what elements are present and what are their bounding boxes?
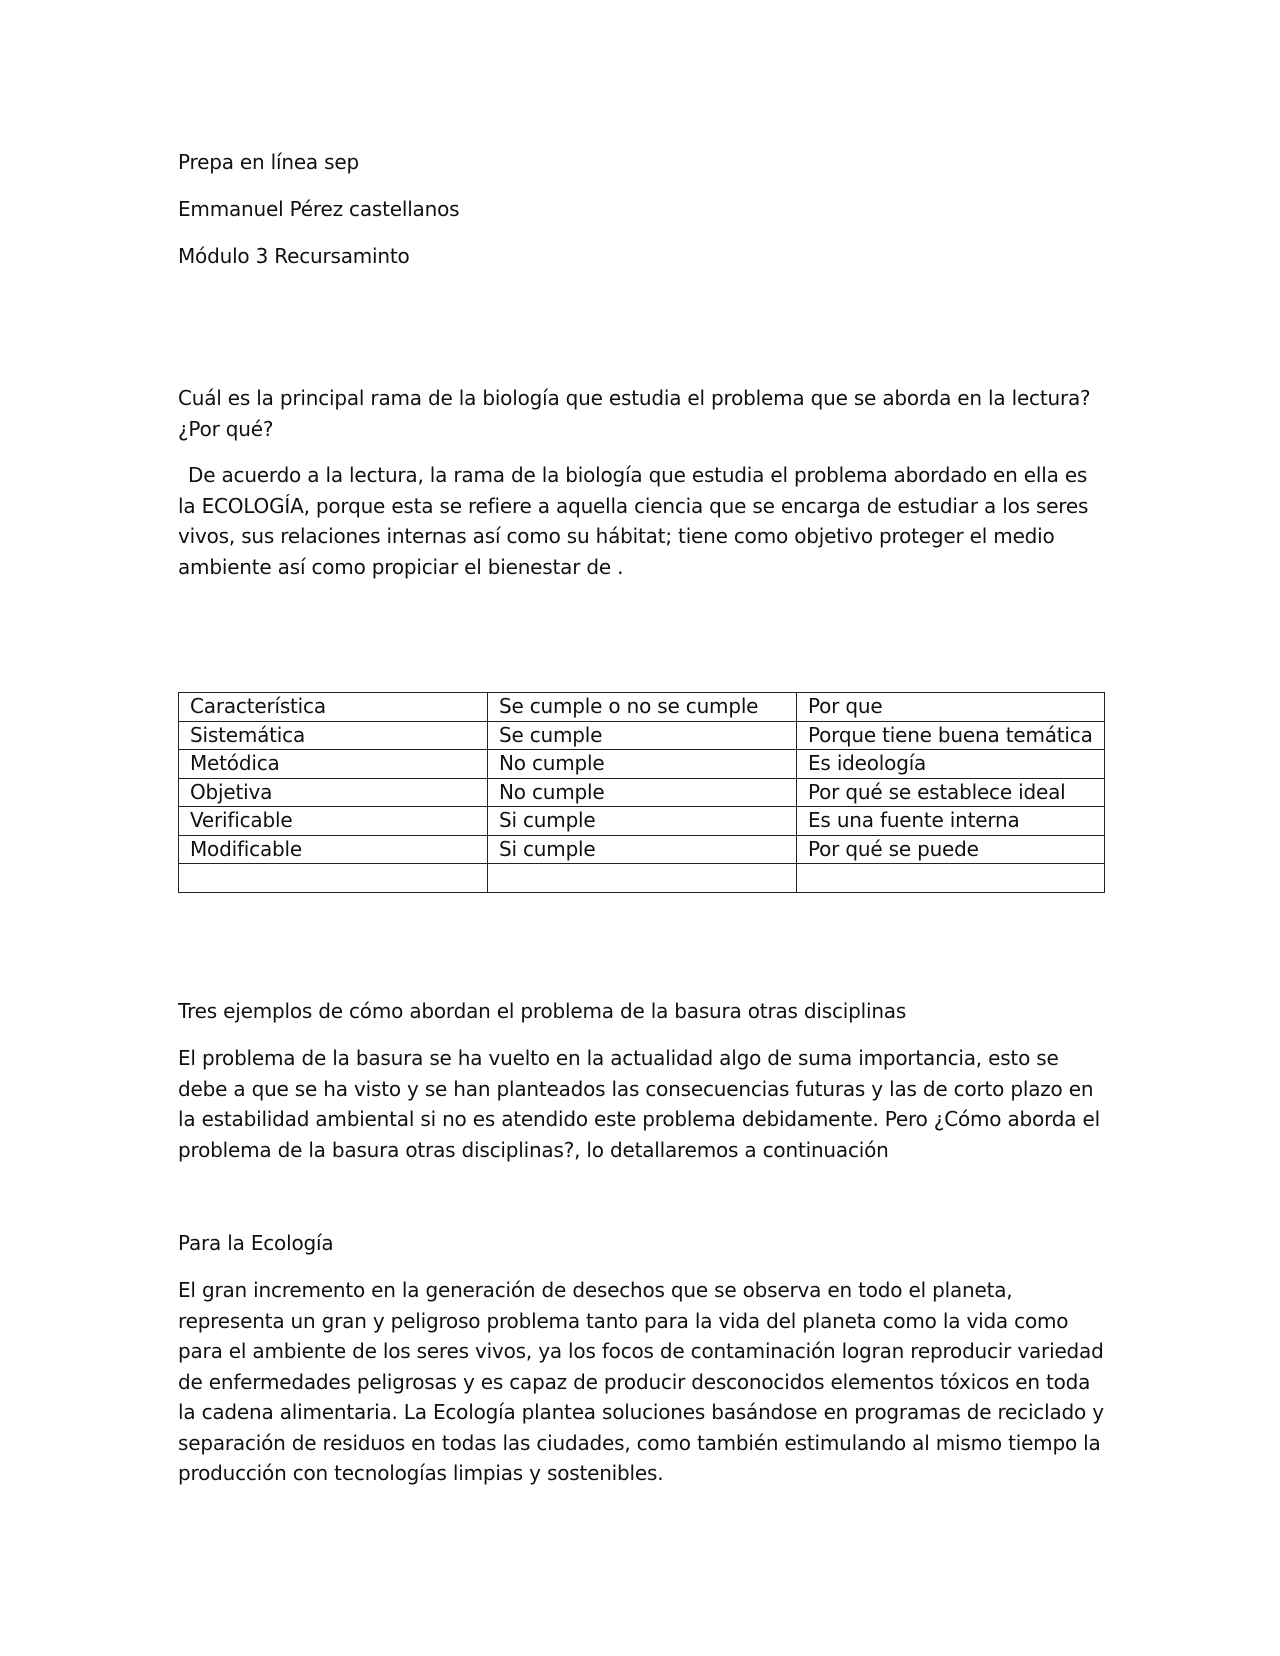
table-cell — [488, 864, 797, 893]
table-row — [179, 721, 1105, 750]
section-2-intro: El problema de la basura se ha vuelto en la actualidad algo de suma importancia, esto se debe a que se ha visto y se han planteados las consecuencias futuras y las de corto plazo en la estabilidad ambiental si no es atendido este problema debidamente. Pero ¿Cómo aborda el problema de la basura otras disciplinas?, lo detallaremos a continuación — [178, 1046, 1100, 1162]
table-cell — [179, 864, 488, 893]
table-cell: No cumple — [488, 778, 797, 807]
school-name: Prepa en línea sep — [178, 150, 359, 174]
section-3-body: El gran incremento en la generación de desechos que se observa en todo el planeta, representa un gran y peligroso problema tanto para la vida del planeta como la vida como para el ambiente de los seres vivos, ya los focos de contaminación logran reproducir variedad de enfermedades peligrosas y es capaz de producir desconocidos elementos tóxicos en toda la cadena alimentaria. La Ecología plantea soluciones basándose en programas de reciclado y separación de residuos en todas las ciudades, como también estimulando al mismo tiempo la producción con tecnologías limpias y sostenibles. — [178, 1278, 1104, 1485]
section-3-title: Para la Ecología — [178, 1231, 334, 1255]
table-row — [179, 750, 1105, 779]
table-cell: Es ideología — [797, 750, 1105, 779]
table-cell: Porque tiene buena temática — [797, 721, 1105, 750]
characteristics-table — [178, 692, 1105, 893]
table-header-cell: Por que — [797, 693, 1105, 722]
answer-1: De acuerdo a la lectura, la rama de la biología que estudia el problema abordado en ella es la ECOLOGÍA, porque esta se refiere a aquella ciencia que se encarga de estudiar a los seres vivos, sus relaciones internas así como su hábitat; tiene como objetivo proteger el medio ambiente así como propiciar el bienestar de . — [178, 463, 1089, 579]
table-row — [179, 864, 1105, 893]
table-row — [179, 835, 1105, 864]
table-cell — [797, 864, 1105, 893]
section-2-title: Tres ejemplos de cómo abordan el problema de la basura otras disciplinas — [178, 999, 907, 1023]
table-cell: Modificable — [179, 835, 488, 864]
table-row — [179, 807, 1105, 836]
table-cell: Por qué se puede — [797, 835, 1105, 864]
table-cell: Por qué se establece ideal — [797, 778, 1105, 807]
table-cell: Es una fuente interna — [797, 807, 1105, 836]
table-row — [179, 778, 1105, 807]
document-page — [178, 0, 1108, 1656]
question-1: Cuál es la principal rama de la biología que estudia el problema que se aborda en la lectura? ¿Por qué? — [178, 386, 1091, 441]
student-name: Emmanuel Pérez castellanos — [178, 197, 460, 221]
table-cell: Verificable — [179, 807, 488, 836]
table-cell: Objetiva — [179, 778, 488, 807]
table-cell: Si cumple — [488, 807, 797, 836]
table-cell: Si cumple — [488, 835, 797, 864]
module-name: Módulo 3 Recursaminto — [178, 244, 410, 268]
table-header-row — [179, 693, 1105, 722]
table-cell: Metódica — [179, 750, 488, 779]
table-header-cell: Característica — [179, 693, 488, 722]
table-cell: No cumple — [488, 750, 797, 779]
table-cell: Sistemática — [179, 721, 488, 750]
table-cell: Se cumple — [488, 721, 797, 750]
table-header-cell: Se cumple o no se cumple — [488, 693, 797, 722]
